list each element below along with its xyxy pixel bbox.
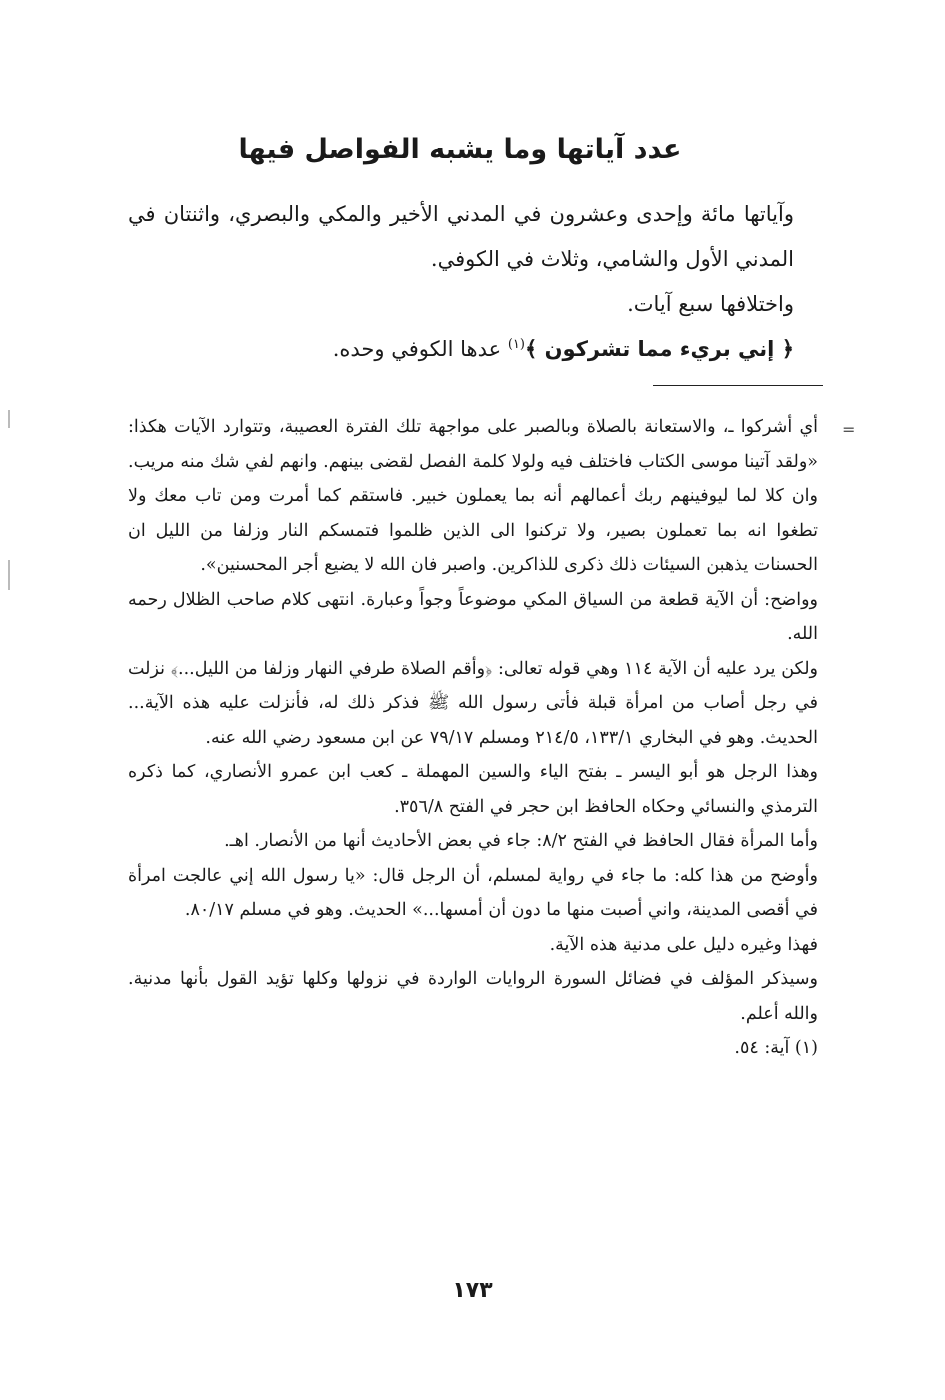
main-paragraph-differences: واختلافها سبع آيات. [627, 292, 794, 316]
footnote-paragraph: وأوضح من هذا كله: ما جاء في رواية لمسلم، أن الرجل قال: «يا رسول الله إني عالجت امرأة في أقصى المدينة، واني أصبت منها ما دون أن أمسها...» الحديث. وهو في مسلم ٨٠/١٧. [128, 865, 818, 920]
footnote-reference: (١) [507, 337, 525, 352]
footnote-paragraph: وسيذكر المؤلف في فضائل السورة الروايات الواردة في نزولها وكلها تؤيد القول بأنها مدنية. والله أعلم. [128, 969, 818, 1024]
main-paragraph-quote [128, 327, 828, 372]
footnote-paragraph: فهذا وغيره دليل على مدنية هذه الآية. [549, 934, 818, 955]
main-paragraph-verse-count: وآياتها مائة وإحدى وعشرون في المدني الأخير والمكي والبصري، واثنتان في المدني الأول والشامي، وثلاث في الكوفي. [128, 202, 794, 271]
main-text [128, 192, 828, 372]
section-title: عدد آياتها وما يشبه الفواصل فيها [238, 134, 682, 165]
footnote-paragraph: وهذا الرجل هو أبو اليسر ـ بفتح الياء والسين المهملة ـ كعب ابن عمرو الأنصاري، كما ذكره الترمذي والنسائي وحكاه الحافظ ابن حجر في الفتح ٣٥٦/٨. [128, 762, 818, 817]
footnote-paragraph: أي أشركوا ـ، والاستعانة بالصلاة وبالصبر على مواجهة تلك الفترة العصيبة، وتتوارد الآيات هكذا: «ولقد آتينا موسى الكتاب فاختلف فيه ولولا كلمة الفصل لقضى بينهم. وانهم لفي شك منه مريب. وان كلا لما ليوفينهم ربك أعمالهم أنه بما يعملون خبير. فاستقم كما أمرت ومن تاب معك ولا تطغوا انه بما تعملون بصير، ولا تركنوا الى الذين ظلموا فتمسكم النار وزلفا من الليل ان الحسنات يذهبن السيئات ذلك ذكرى للذاكرين. واصبر فان الله لا يضيع أجر المحسنين». [128, 417, 818, 575]
quran-quote: ﴿ إني بريء مما تشركون ﴾ [524, 337, 794, 361]
footnote-paragraph: وأما المرأة فقال الحافظ في الفتح ٨/٢: جاء في بعض الأحاديث أنها من الأنصار. اهـ. [224, 831, 818, 851]
footnote-paragraph: وواضح: أن الآية قطعة من السياق المكي موضوعاً وجواً وعبارة. انتهى كلام صاحب الظلال رحمه الله. [128, 589, 818, 644]
scan-margin-dash [8, 410, 10, 428]
quote-comment: عدها الكوفي وحده. [332, 337, 508, 361]
continuation-mark: = [842, 420, 856, 439]
footnote-paragraph: ولكن يرد عليه أن الآية ١١٤ وهي قوله تعالى: ﴿وأقم الصلاة طرفي النهار وزلفا من الليل...﴾ نزلت في رجل أصاب من امرأة قبلة فأتى رسول الله ﷺ فذكر ذلك له، فأنزلت عليه هذه الآية... الحديث. وهو في البخاري ١٣٣/١، ٢١٤/٥ ومسلم ٧٩/١٧ عن ابن مسعود رضي الله عنه. [128, 658, 818, 748]
page-number: ١٧٣ [452, 1278, 493, 1303]
footnote-separator-rule [653, 385, 823, 386]
footnotes [128, 410, 818, 1066]
footnote-item-1: (١) آية: ٥٤. [734, 1038, 818, 1058]
scan-margin-dash [8, 560, 10, 590]
